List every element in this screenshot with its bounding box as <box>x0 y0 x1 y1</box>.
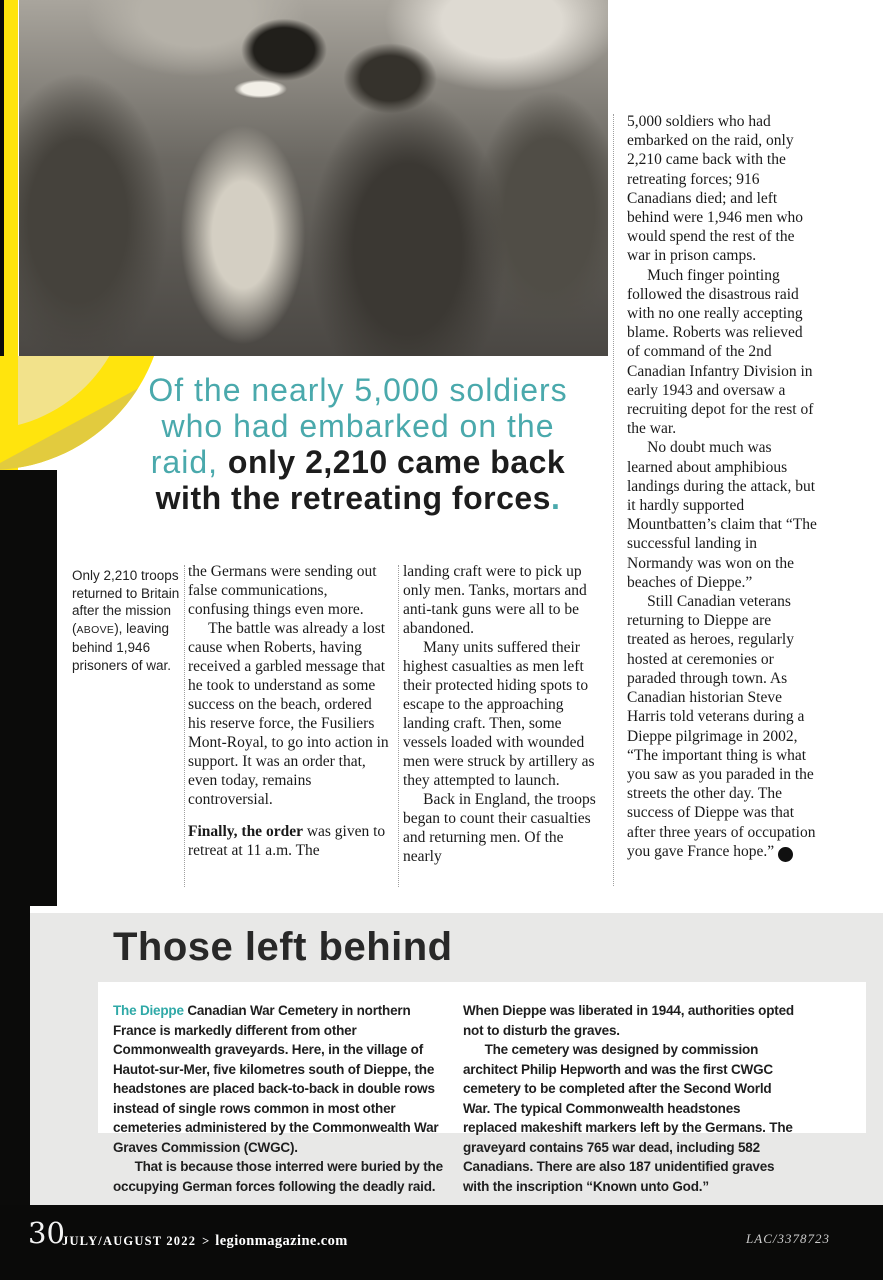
legion-end-mark-icon: 0 <box>778 847 793 862</box>
paragraph: Many units suffered their highest casualties as men left their protected hiding spots to escape to the approaching landing craft. Then, some vessels loaded with wounded men were struck by artillery as they attempted to launch. <box>403 639 595 789</box>
issue-date: JULY/AUGUST 2022 <box>62 1234 197 1248</box>
yellow-strip-overlap <box>0 356 18 470</box>
pull-quote-period: . <box>550 480 561 516</box>
caption-above-label: ABOVE <box>76 623 115 636</box>
those-left-behind-section <box>30 913 883 1205</box>
left-black-column-lower <box>0 906 30 1205</box>
pull-quote-light-text: Of the nearly 5,000 soldiers <box>148 372 568 408</box>
column-divider-dotted <box>613 114 614 886</box>
paragraph: No doubt much was learned about amphibious landings during the attack, but it hardly supported Mountbatten’s claim that “The successful landing in Normandy was won on the beaches of Dieppe.” <box>627 439 817 591</box>
section-title: Those left behind <box>113 925 453 969</box>
separator-chevron: > <box>202 1234 210 1248</box>
pull-quote <box>112 372 604 516</box>
paragraph: the Germans were sending out false communications, confusing things even more. <box>188 563 377 618</box>
paragraph: The battle was already a lost cause when Roberts, having received a garbled message that he took to understand as some success on the beach, ordered his reserve force, the Fusiliers Mont-Royal, to go into action in support. It was an order that, even today, remains controversial. <box>188 620 389 808</box>
teal-lead-in: The Dieppe <box>113 1003 184 1018</box>
paragraph: landing craft were to pick up only men. Tanks, mortars and anti-tank guns were all to be abandoned. <box>403 563 587 637</box>
column-divider-dotted <box>398 565 399 887</box>
pull-quote-line <box>112 480 604 516</box>
sidebar-column-right <box>463 1001 795 1196</box>
yellow-accent-strip <box>4 0 18 356</box>
pull-quote-line <box>112 444 604 480</box>
pull-quote-bold-text: with the retreating forces <box>155 480 551 516</box>
pull-quote-light-text: raid, <box>150 444 228 480</box>
right-column <box>627 112 817 862</box>
bold-lead-in: Finally, the order <box>188 823 303 840</box>
photo-dieppe-prisoners <box>19 0 608 356</box>
pull-quote-light-text: who had embarked on the <box>161 408 555 444</box>
paragraph <box>188 822 391 860</box>
page-number: 30 <box>28 1216 65 1250</box>
photo-caption <box>72 567 184 674</box>
footer-bar <box>0 1205 883 1280</box>
caption-text: Only 2,210 troops returned to Britain after the mission ( <box>72 568 180 636</box>
paragraph: When Dieppe was liberated in 1944, authorities opted not to disturb the graves. <box>463 1003 794 1038</box>
pull-quote-bold-text: only 2,210 came back <box>227 444 566 480</box>
paragraph: That is because those interred were buried by the occupying German forces following the deadly raid. <box>113 1159 443 1194</box>
paragraph: Back in England, the troops began to count their casualties and returning men. Of the nearly <box>403 791 596 865</box>
caption-text: ), leaving behind 1,946 prisoners of war. <box>72 620 172 673</box>
paragraph-text: Still Canadian veterans returning to Dieppe are treated as heroes, regularly hosted at ceremonies or paraded through town. As Canadian historian Steve Harris told veterans during a Dieppe pilgrimage in 2002, “The important thing is what you saw as you paraded in the streets the other day. The success of Dieppe was that after three years of occupation you gave France hope.” <box>627 593 816 860</box>
column-divider-dotted <box>184 565 185 887</box>
paragraph: Much finger pointing followed the disastrous raid with no one really accepting blame. Roberts was relieved of command of the 2nd Canadian Infantry Division in early 1943 and oversaw a recruiting depot for the rest of the war. <box>627 266 814 438</box>
paragraph <box>627 592 817 862</box>
paragraph-text: Canadian War Cemetery in northern France is markedly different from other Commonwealth graveyards. Here, in the village of Hautot-sur-Mer, five kilometres south of Dieppe, the headstones are placed back-to-back in double rows instead of single rows common in most other cemeteries administered by the Commonwealth War Graves Commission (CWGC). <box>113 1003 439 1155</box>
paragraph: 5,000 soldiers who had embarked on the raid, only 2,210 came back with the retreating forces; 916 Canadians died; and left behind were 1,946 men who would spend the rest of the war in prison camps. <box>627 113 804 265</box>
sidebar-column-left <box>113 1001 457 1196</box>
body-column-2 <box>403 562 606 866</box>
paragraph-text: was given to retreat at 11 a.m. The <box>188 823 386 859</box>
photo-credit: LAC/3378723 <box>746 1231 830 1246</box>
paragraph: The cemetery was designed by commission architect Philip Hepworth and was the first CWGC cemetery to be completed after the Second World War. The typical Commonwealth headstones replaced makeshift markers left by the Germans. The graveyard contains 765 war dead, including 582 Canadians. There are also 187 unidentified graves with the inscription “Known unto God.” <box>463 1042 793 1194</box>
pull-quote-line <box>112 408 604 444</box>
pull-quote-line <box>112 372 604 408</box>
issue-line <box>62 1232 348 1250</box>
website-text: legionmagazine.com <box>215 1233 348 1249</box>
paragraph <box>113 1001 457 1157</box>
left-black-column <box>0 470 57 906</box>
body-column-1 <box>188 562 391 860</box>
